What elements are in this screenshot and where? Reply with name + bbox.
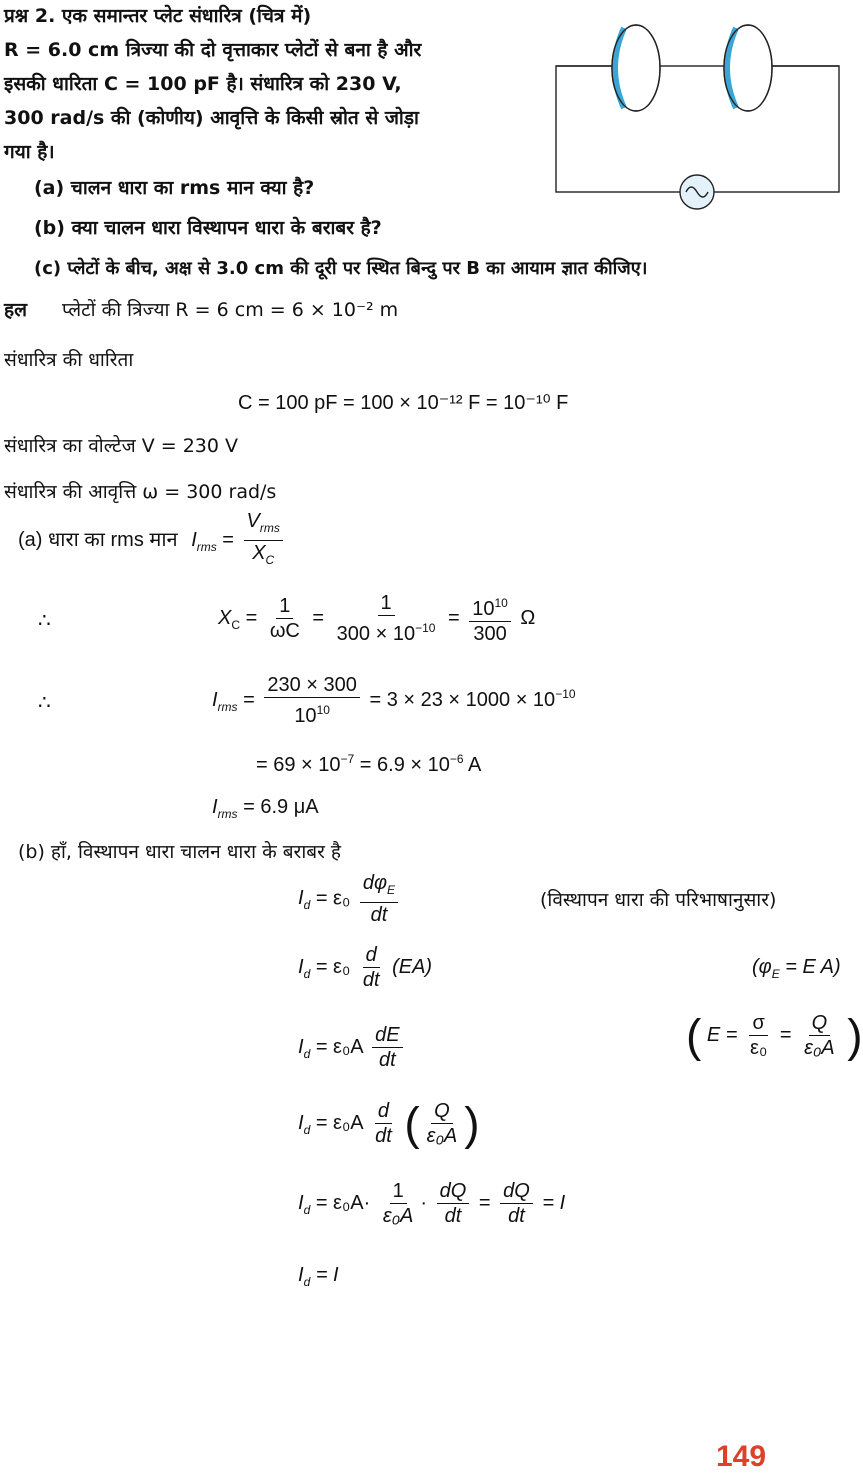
capacitor-circuit-figure: [550, 18, 845, 218]
frequency-line: संधारित्र की आवृत्ति ω = 300 rad/s: [4, 481, 277, 503]
irms-final: $I_{rms} = 6.9$ μA: [212, 796, 319, 821]
question-part-a: (a) चालन धारा का rms मान क्या है?: [34, 177, 315, 199]
xc-equation: $X_C$ = $\frac{1}{\omega C}$ = $\frac{1}{300 \times 10^{-10}}$ = $\frac{10^{10}}{300}$ Ω: [218, 592, 536, 645]
id-equation-4: $I_d = \varepsilon_0A$ $\frac{d}{dt}$ ( $\frac{Q}{\text{ε₀A}}$ ): [298, 1097, 480, 1150]
question-line-3: इसकी धारिता C = 100 pF है। संधारित्र को 230 V,: [4, 73, 402, 95]
ac-source-icon: [680, 175, 714, 209]
note-displacement-definition: (विस्थापन धारा की परिभाषानुसार): [540, 889, 777, 911]
question-part-c: (c) प्लेटों के बीच, अक्ष से 3.0 cm की दूरी पर स्थित बिन्दु पर B का आयाम ज्ञात कीजिए।: [34, 258, 648, 279]
id-equation-1: $I_d = \varepsilon_0$ $\frac{d\varphi_E}{dt}$: [298, 872, 402, 926]
capacitance-label: संधारित्र की धारिता: [4, 349, 134, 371]
part-a-label: (a) धारा का rms मान: [18, 528, 178, 551]
id-equation-2: $I_d = \varepsilon_0$ $\frac{d}{dt}$ (EA): [298, 944, 433, 991]
part-a-irms-definition: (a) धारा का rms मान $I_{rms}$ = $\frac{V_{rms}}{X_C}$: [18, 510, 287, 571]
voltage-line: संधारित्र का वोल्टेज V = 230 V: [4, 435, 239, 457]
id-final-equation: $I_d = I$: [298, 1264, 339, 1289]
question-line-5: गया है।: [4, 141, 55, 163]
note-flux-definition: ($\varphi_E = E$ A): [752, 956, 841, 981]
irms-result-line: = $69 \times 10^{-7} = 6.9 \times 10^{-6}$ A: [256, 752, 482, 776]
radius-line: प्लेटों की त्रिज्या R = 6 cm = 6 × 10⁻² m: [62, 299, 399, 321]
capacitor-plate-left: [612, 25, 660, 111]
page-number: 149: [716, 1440, 767, 1473]
capacitor-plate-right: [724, 25, 772, 111]
question-part-b: (b) क्या चालन धारा विस्थापन धारा के बराबर है?: [34, 217, 382, 239]
therefore-symbol-2: ∴: [38, 692, 51, 714]
circuit-wire: [556, 66, 839, 192]
question-line-4: 300 rad/s की (कोणीय) आवृत्ति के किसी स्रोत से जोड़ा: [4, 107, 419, 129]
capacitance-equation: C = 100 pF = 100 × 10⁻¹² F = 10⁻¹⁰ F: [238, 392, 569, 414]
id-equation-5: $I_d = \varepsilon_0A\cdot$ $\frac{1}{\text{ε₀A}}$ · $\frac{dQ}{dt}$ = $\frac{dQ}{dt}$ = I: [298, 1180, 566, 1227]
question-line-2: R = 6.0 cm त्रिज्या की दो वृत्ताकार प्लेटों से बना है और: [4, 39, 422, 61]
note-field-relation: ( E = $\frac{\sigma}{\text{ε₀}}$ = $\frac{Q}{\text{ε₀A}}$ ): [686, 1009, 863, 1062]
therefore-symbol-1: ∴: [38, 610, 51, 632]
question-line-1: प्रश्न 2. एक समान्तर प्लेट संधारित्र (चित्र में): [4, 5, 312, 27]
irms-calculation: $I_{rms}$ = $\frac{230 \times 300}{10^{10}}$ = $3 \times 23 \times 1000 \times 10^{-10}$: [212, 674, 576, 727]
part-b-answer: (b) हाँ, विस्थापन धारा चालन धारा के बराबर है: [18, 841, 341, 863]
id-equation-3: $I_d = \varepsilon_0A$ $\frac{dE}{dt}$: [298, 1024, 407, 1071]
solution-label: हल: [4, 299, 27, 321]
